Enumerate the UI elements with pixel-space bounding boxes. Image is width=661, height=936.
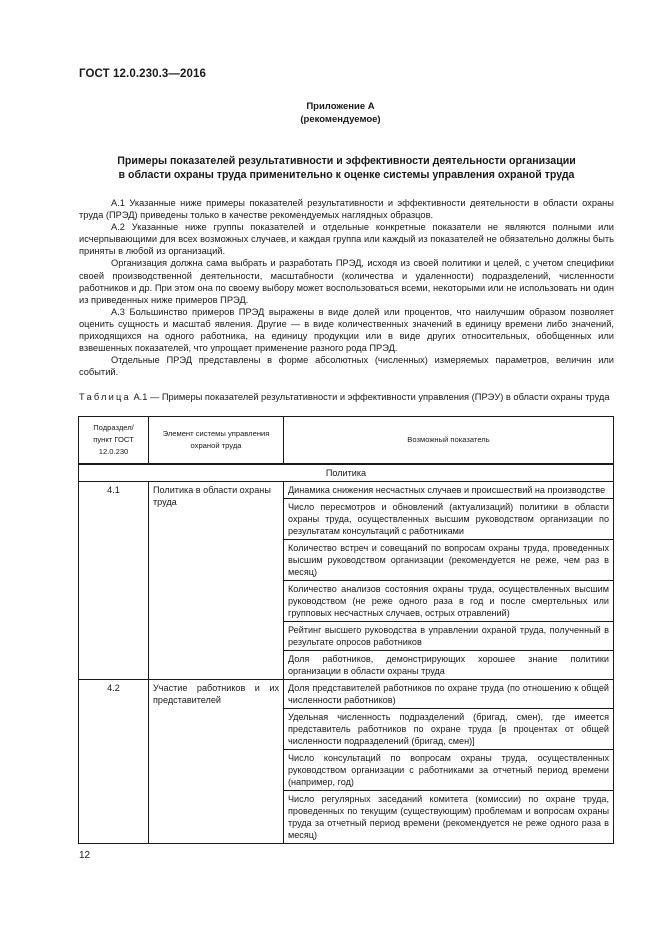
body-text — [79, 197, 614, 378]
header-indicator: Возможный показатель — [284, 417, 614, 465]
clause-cell: 4.2 — [79, 680, 149, 844]
indicator-cell: Число регулярных заседаний комитета (комиссии) по охране труда, проведенных по текущим (существующим) проблемам и вопросам охраны труда за отчетный период времени (рекомендуется не реже одного раза в месяц) — [284, 791, 614, 844]
page-number: 12 — [79, 850, 91, 861]
paragraph-a1: А.1 Указанные ниже примеры показателей результативности и эффективности деятельности в области охраны труда (ПРЭД) приведены только в качестве рекомендуемых наглядных образцов. — [79, 198, 614, 221]
indicator-cell: Доля работников, демонстрирующих хорошее знание политики организации в области охраны труда — [284, 651, 614, 680]
appendix-status: (рекомендуемое) — [300, 114, 381, 125]
document-title-line-2: в области охраны труда применительно к оценке системы управления охраной труда — [118, 169, 575, 181]
indicator-cell: Количество встреч и совещаний по вопросам охраны труда, проведенных высшим руководством организации (рекомендуется не реже, чем раз в месяц) — [284, 540, 614, 581]
document-title-line-1: Примеры показателей результативности и эффективности деятельности организации — [117, 155, 576, 167]
table-caption-label: Таблица — [79, 392, 131, 402]
clause-cell: 4.1 — [79, 482, 149, 680]
standard-id-header: ГОСТ 12.0.230.3—2016 — [79, 68, 206, 80]
indicator-cell: Доля представителей работников по охране труда (по отношению к общей численности работников) — [284, 680, 614, 709]
paragraph-a3: А.3 Большинство примеров ПРЭД выражены в виде долей или процентов, что наилучшим образом позволяет оценить сущность и масштаб явления. Другие — в виде количественных значений в единицу времени либо значений, приходящихся на одного работника, на единицу продукции или в виде других относительных, обобщенных или взвешенных показателей, что упрощает применение разного рода ПРЭД. — [79, 306, 614, 354]
indicators-table — [78, 416, 614, 844]
section-row — [79, 464, 614, 482]
table-row — [79, 482, 614, 499]
indicator-cell: Рейтинг высшего руководства в управлении охраной труда, полученный в результате опросов работников — [284, 622, 614, 651]
header-element: Элемент системы управления охраной труда — [149, 417, 284, 465]
indicator-cell: Количество анализов состояния охраны труда, осуществленных высшим руководством (не реже одного раза в год и после смертельных или групповых несчастных случаев, острых отравлений) — [284, 581, 614, 622]
indicator-cell: Число пересмотров и обновлений (актуализаций) политики в области охраны труда, осуществленных высшим руководством организации по результатам консультаций с работниками — [284, 499, 614, 540]
indicator-cell: Число консультаций по вопросам охраны труда, осуществленных руководством организации с работниками за отчетный период времени (например, год) — [284, 750, 614, 791]
element-cell: Участие работников и их представителей — [149, 680, 284, 844]
element-cell: Политика в области охраны труда — [149, 482, 284, 680]
appendix-title: Приложение А — [306, 101, 375, 112]
table-header-row — [79, 417, 614, 465]
paragraph-a2: А.2 Указанные ниже группы показателей и отдельные конкретные показатели не являются полными или исчерпывающими для всех возможных случаев, и каждая группа или каждый из показателей не обязательно должны быть приняты в любой из организаций. — [79, 222, 614, 257]
table-row — [79, 680, 614, 709]
table-caption — [79, 391, 614, 403]
paragraph-organization: Организация должна сама выбрать и разработать ПРЭД, исходя из своей политики и целей, с учетом специфики своей производственной деятельности, масштабности (количества и удаленности) подразделений, численности работников и др. При этом она по своему выбору может воспользоваться всеми, некоторыми или не использовать ни один из приведенных ниже примеров ПРЭД. — [79, 258, 614, 305]
indicator-cell: Удельная численность подразделений (бригад, смен), где имеется представитель работников по охране труда [в процентах от общей численности подразделений (бригад, смен)] — [284, 709, 614, 750]
document-title — [79, 154, 614, 182]
paragraph-absolute: Отдельные ПРЭД представлены в форме абсолютных (численных) измеряемых параметров, величин или событий. — [79, 355, 614, 378]
table-caption-text: А.1 — Примеры показателей результативности и эффективности управления (ПРЭУ) в области охраны труда — [130, 392, 610, 402]
section-title: Политика — [79, 464, 614, 482]
header-clause: Подраздел/ пункт ГОСТ 12.0.230 — [79, 417, 149, 465]
indicator-cell: Динамика снижения несчастных случаев и происшествий на производстве — [284, 482, 614, 499]
appendix-heading — [0, 100, 661, 126]
